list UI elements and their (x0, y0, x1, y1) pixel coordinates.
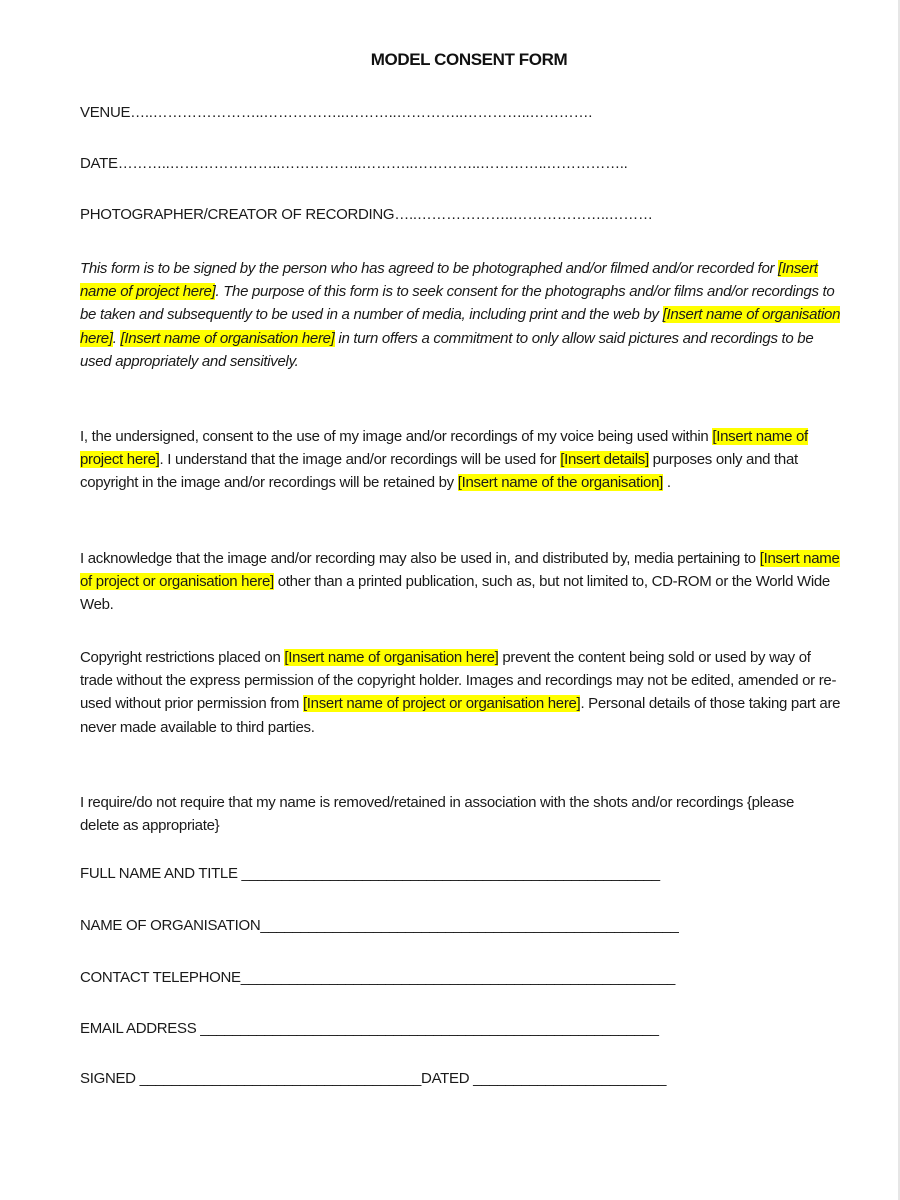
full-name-field[interactable]: FULL NAME AND TITLE ____________________________________________________ (80, 865, 660, 882)
form-title: MODEL CONSENT FORM (370, 50, 568, 69)
acknowledge-text-1: I acknowledge that the image and/or recording may also be used in, and distributed by, media pertaining to (80, 550, 760, 567)
consent-text-3: purposes only and that copyright in the image and/or recordings will be retained by (80, 451, 798, 492)
consent-text-1: I, the undersigned, consent to the use of my image and/or recordings of my voice being used within (80, 428, 713, 445)
organisation-name-field[interactable]: NAME OF ORGANISATION____________________________________________________ (80, 917, 679, 934)
contact-telephone-field[interactable]: CONTACT TELEPHONE______________________________________________________ (80, 969, 676, 986)
intro-placeholder-project: [Insert name of project here] (80, 260, 818, 301)
copyright-placeholder-project-organisation: [Insert name of project or organisation here] (302, 695, 581, 713)
copyright-placeholder-organisation: [Insert name of organisation here] (284, 649, 499, 666)
intro-text-2: . The purpose of this form is to seek consent for the photographs and/or films and/or recordings to be taken and subsequently to be used in a number of media, including print and the web by (80, 283, 835, 324)
consent-paragraph (80, 425, 845, 495)
intro-placeholder-organisation-2: [Insert name of organisation here] (120, 329, 335, 347)
acknowledge-paragraph (80, 547, 845, 617)
intro-text-3: . (112, 329, 121, 347)
intro-text-4: in turn offers a commitment to only allow said pictures and recordings to be used appropriately and sensitively. (80, 329, 814, 370)
name-option-paragraph: I require/do not require that my name is removed/retained in association with the shots and/or recordings {please delete as appropriate} (80, 794, 795, 835)
copyright-text-3: . Personal details of those taking part are never made available to third parties. (80, 695, 841, 736)
intro-text-1: This form is to be signed by the person who has agreed to be photographed and/or filmed and/or recorded for (80, 260, 779, 277)
consent-placeholder-organisation: [Insert name of the organisation] (457, 474, 663, 492)
date-field[interactable]: DATE………..…………………..……………..………..…………..…………..…………….. (80, 155, 628, 172)
copyright-paragraph (80, 646, 845, 739)
copyright-text-1: Copyright restrictions placed on (80, 649, 285, 666)
consent-text-2: . I understand that the image and/or recordings will be used for (159, 451, 561, 469)
intro-paragraph (80, 257, 845, 373)
acknowledge-text-2: other than a printed publication, such as, but not limited to, CD-ROM or the World Wide Web. (80, 573, 830, 614)
consent-placeholder-details: [Insert details] (560, 451, 649, 469)
copyright-text-2: prevent the content being sold or used by way of trade without the express permission of the copyright holder. Images and recordings may not be edited, amended or re-used without prior permission from (80, 649, 837, 713)
photographer-field[interactable]: PHOTOGRAPHER/CREATOR OF RECORDING…..………………..………………..……… (80, 206, 653, 223)
venue-field[interactable]: VENUE…..…………………..……………..………..…………..…………..…………. (80, 104, 593, 121)
consent-placeholder-project: [Insert name of project here] (80, 428, 808, 469)
intro-placeholder-organisation: [Insert name of organisation here] (80, 306, 841, 347)
consent-text-4: . (663, 474, 671, 492)
acknowledge-placeholder-project-organisation: [Insert name of project or organisation here] (80, 550, 840, 591)
signed-dated-field[interactable]: SIGNED ___________________________________DATED ________________________ (80, 1070, 667, 1087)
email-address-field[interactable]: EMAIL ADDRESS _________________________________________________________ (80, 1020, 659, 1037)
